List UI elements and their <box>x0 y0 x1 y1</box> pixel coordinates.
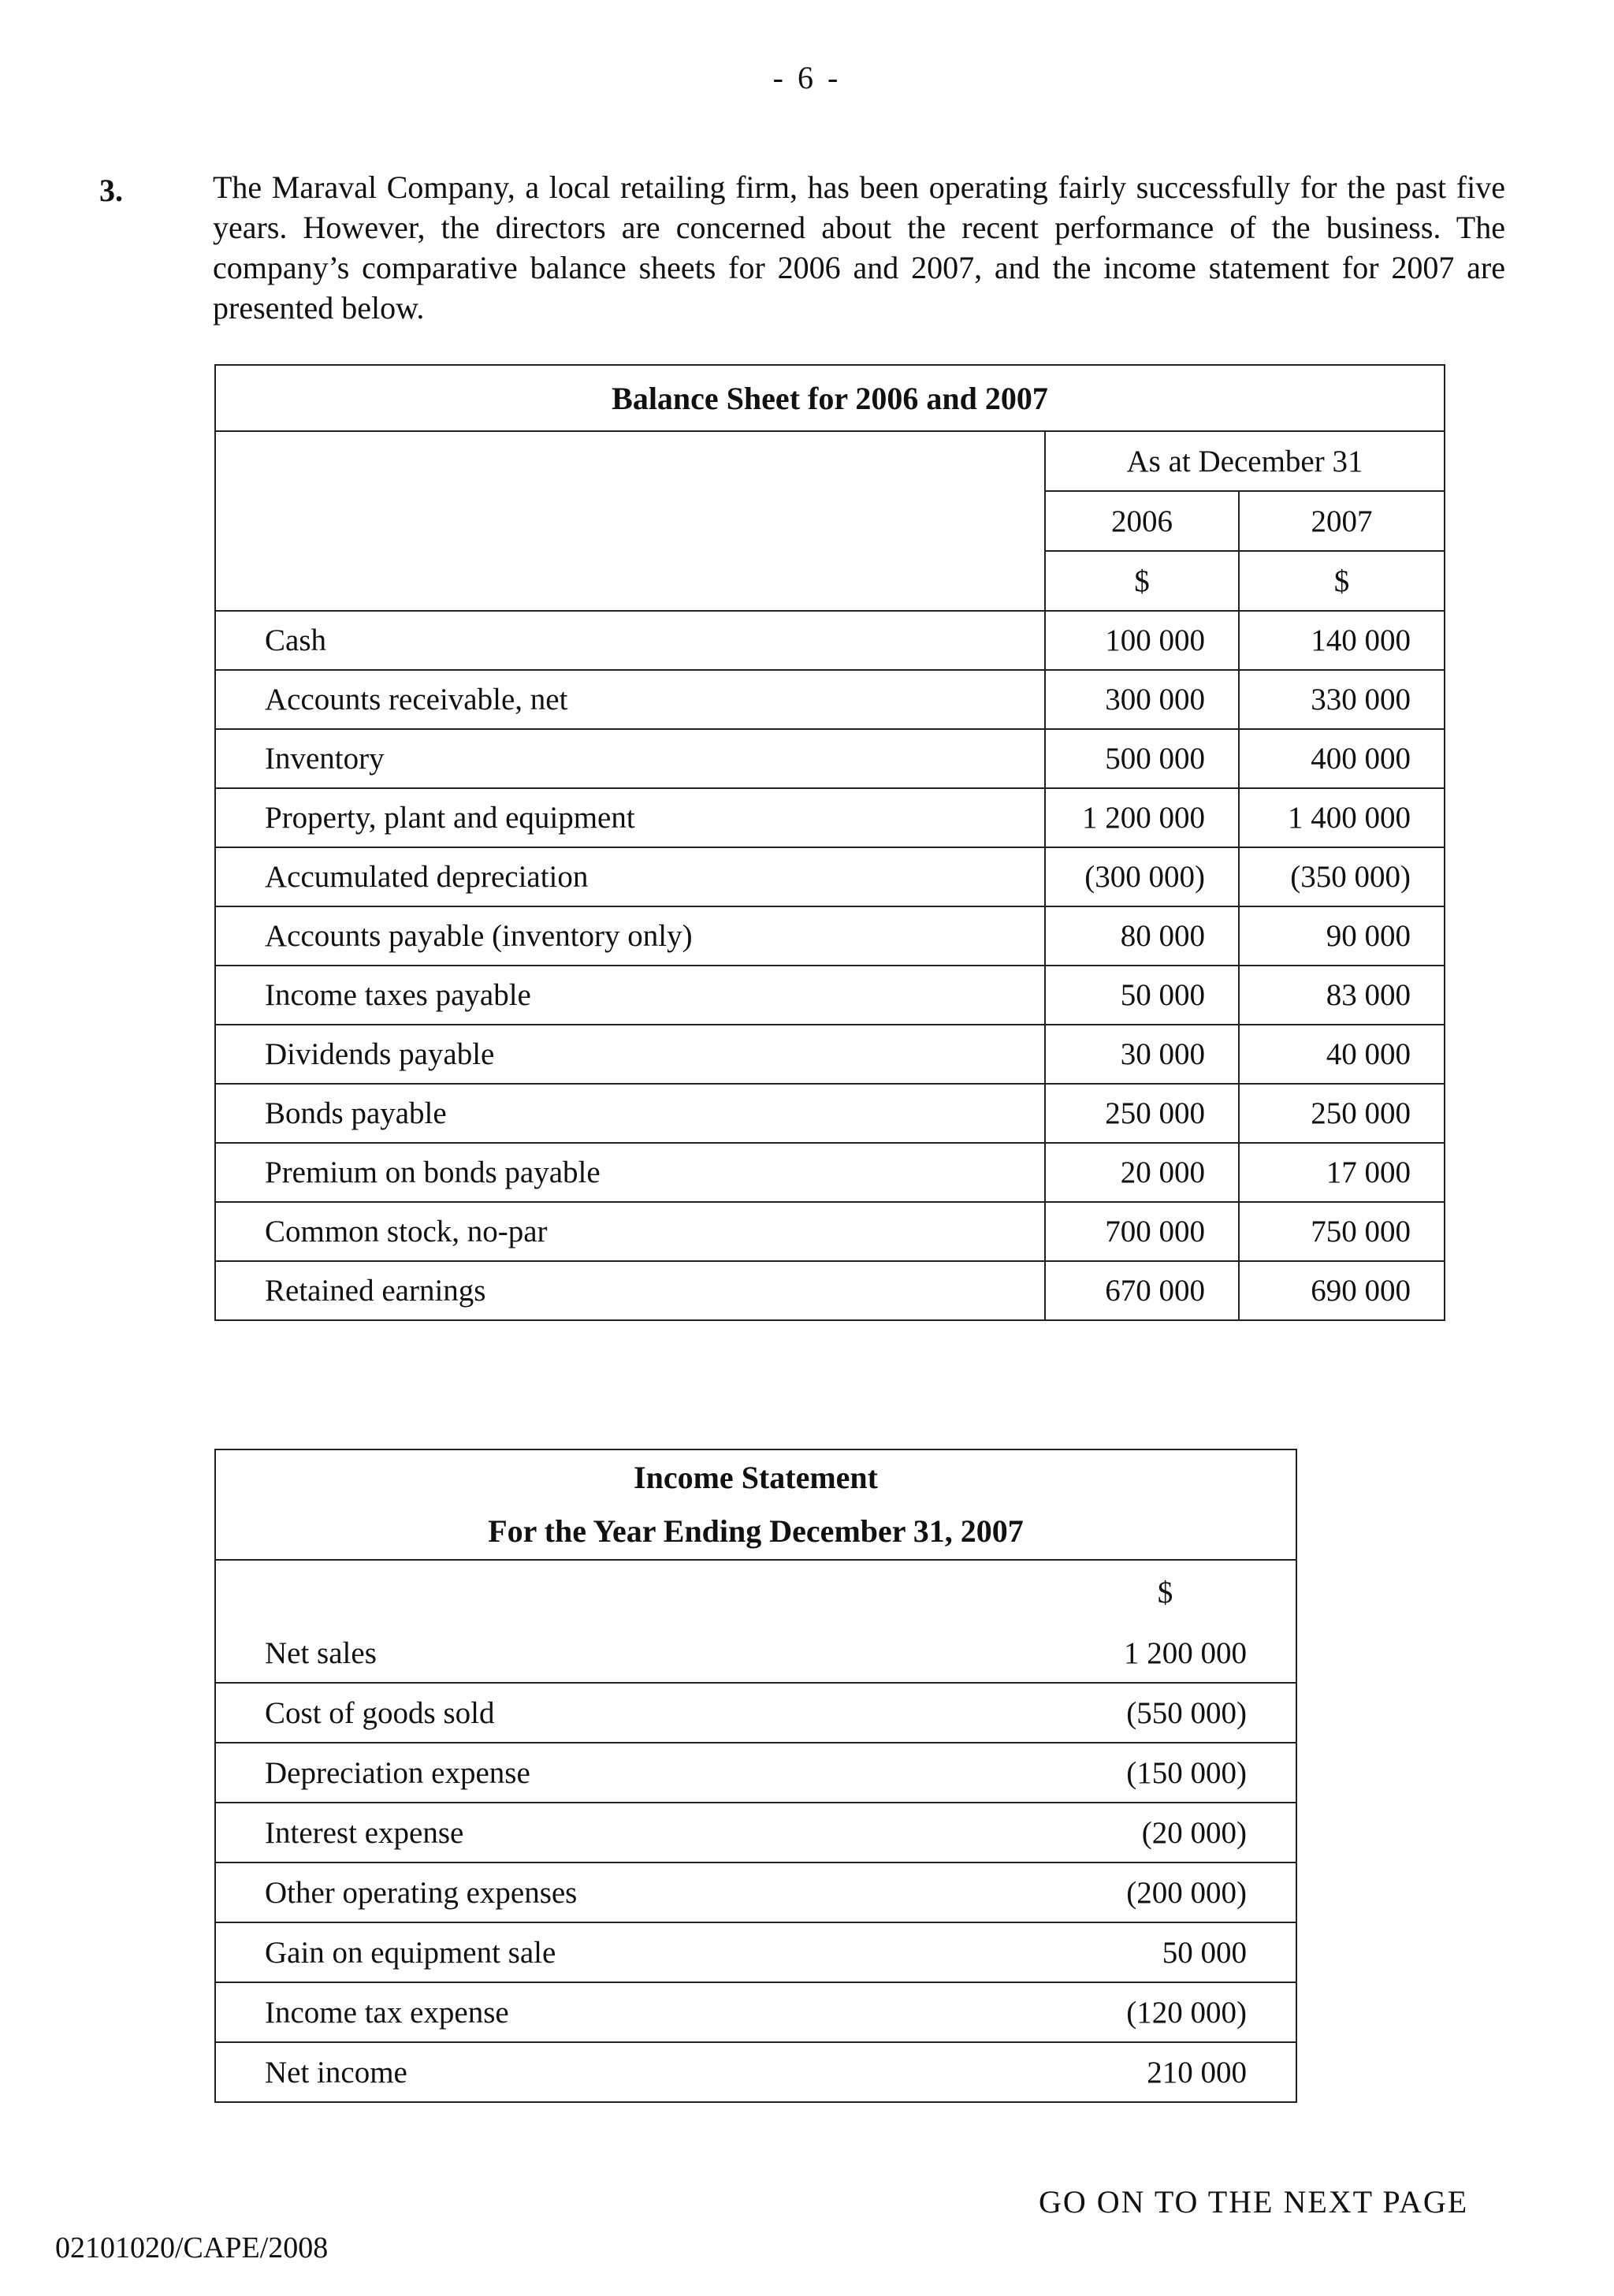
value-2006: 500 000 <box>1045 729 1239 788</box>
row-value: (150 000) <box>1035 1743 1296 1803</box>
row-label: Accounts receivable, net <box>215 670 1045 729</box>
value-2006: 700 000 <box>1045 1202 1239 1261</box>
table-row <box>215 1025 1445 1084</box>
row-label: Retained earnings <box>215 1261 1045 1320</box>
income-statement-title-cell <box>215 1449 1296 1560</box>
balance-sheet-header-blank <box>215 431 1045 611</box>
value-2006: 50 000 <box>1045 966 1239 1025</box>
balance-sheet-title: Balance Sheet for 2006 and 2007 <box>215 365 1445 431</box>
value-2007: 330 000 <box>1239 670 1445 729</box>
row-label: Income taxes payable <box>215 966 1045 1025</box>
table-row <box>215 1803 1296 1862</box>
row-label: Cost of goods sold <box>215 1683 1035 1743</box>
row-label: Property, plant and equipment <box>215 788 1045 847</box>
table-row <box>215 1922 1296 1982</box>
income-statement-title: Income Statement <box>634 1460 878 1495</box>
row-value: 50 000 <box>1035 1922 1296 1982</box>
table-row <box>215 670 1445 729</box>
value-2006: 1 200 000 <box>1045 788 1239 847</box>
row-value: (120 000) <box>1035 1982 1296 2042</box>
value-2007: 690 000 <box>1239 1261 1445 1320</box>
row-label: Depreciation expense <box>215 1743 1035 1803</box>
question-number: 3. <box>99 173 123 208</box>
value-2006: 20 000 <box>1045 1143 1239 1202</box>
row-label: Accumulated depreciation <box>215 847 1045 906</box>
value-2007: 400 000 <box>1239 729 1445 788</box>
income-statement-subtitle: For the Year Ending December 31, 2007 <box>488 1513 1024 1549</box>
table-row <box>215 1683 1296 1743</box>
year-2006-header: 2006 <box>1045 491 1239 551</box>
paper-code: 02101020/CAPE/2008 <box>55 2231 329 2264</box>
table-row <box>215 729 1445 788</box>
row-label: Other operating expenses <box>215 1862 1035 1922</box>
value-2006: 80 000 <box>1045 906 1239 966</box>
value-2006: 300 000 <box>1045 670 1239 729</box>
table-row <box>215 906 1445 966</box>
currency-2006: $ <box>1045 551 1239 611</box>
table-row <box>215 847 1445 906</box>
table-row <box>215 1982 1296 2042</box>
table-row <box>215 2042 1296 2102</box>
row-label: Inventory <box>215 729 1045 788</box>
row-value: (200 000) <box>1035 1862 1296 1922</box>
currency-blank <box>215 1560 1035 1624</box>
row-label: Net sales <box>215 1624 1035 1683</box>
value-2007: 17 000 <box>1239 1143 1445 1202</box>
row-label: Bonds payable <box>215 1084 1045 1143</box>
year-2007-header: 2007 <box>1239 491 1445 551</box>
value-2007: 1 400 000 <box>1239 788 1445 847</box>
income-currency: $ <box>1035 1560 1296 1624</box>
value-2006: 30 000 <box>1045 1025 1239 1084</box>
row-label: Income tax expense <box>215 1982 1035 2042</box>
income-statement-title-row <box>215 1449 1296 1560</box>
currency-2007: $ <box>1239 551 1445 611</box>
value-2006: 250 000 <box>1045 1084 1239 1143</box>
row-label: Cash <box>215 611 1045 670</box>
row-label: Accounts payable (inventory only) <box>215 906 1045 966</box>
balance-sheet-title-row <box>215 365 1445 431</box>
value-2006: (300 000) <box>1045 847 1239 906</box>
row-label: Dividends payable <box>215 1025 1045 1084</box>
value-2007: (350 000) <box>1239 847 1445 906</box>
balance-sheet-period-header: As at December 31 <box>1045 431 1445 491</box>
row-label: Gain on equipment sale <box>215 1922 1035 1982</box>
value-2007: 250 000 <box>1239 1084 1445 1143</box>
table-row <box>215 788 1445 847</box>
income-statement-currency-row <box>215 1560 1296 1624</box>
row-value: 210 000 <box>1035 2042 1296 2102</box>
value-2007: 83 000 <box>1239 966 1445 1025</box>
row-value: (550 000) <box>1035 1683 1296 1743</box>
income-statement-table <box>214 1449 1297 2103</box>
value-2007: 90 000 <box>1239 906 1445 966</box>
row-label: Premium on bonds payable <box>215 1143 1045 1202</box>
go-on-next-page: GO ON TO THE NEXT PAGE <box>1039 2184 1469 2220</box>
table-row <box>215 1862 1296 1922</box>
table-row <box>215 1261 1445 1320</box>
table-row <box>215 1084 1445 1143</box>
table-row <box>215 1143 1445 1202</box>
value-2006: 670 000 <box>1045 1261 1239 1320</box>
table-row <box>215 1743 1296 1803</box>
table-row <box>215 1202 1445 1261</box>
row-label: Interest expense <box>215 1803 1035 1862</box>
page-number: - 6 - <box>772 60 842 95</box>
row-value: (20 000) <box>1035 1803 1296 1862</box>
table-row <box>215 966 1445 1025</box>
table-row <box>215 611 1445 670</box>
row-label: Common stock, no-par <box>215 1202 1045 1261</box>
value-2007: 40 000 <box>1239 1025 1445 1084</box>
question-text: The Maraval Company, a local retailing firm, has been operating fairly successfully for the past five years. However, the directors are concerned about the recent performance of the business. The company’s comparative balance sheets for 2006 and 2007, and the income statement for 2007 are presented below. <box>213 169 1505 326</box>
value-2007: 140 000 <box>1239 611 1445 670</box>
balance-sheet-period-row <box>215 431 1445 491</box>
balance-sheet-table <box>214 364 1445 1321</box>
value-2007: 750 000 <box>1239 1202 1445 1261</box>
row-value: 1 200 000 <box>1035 1624 1296 1683</box>
value-2006: 100 000 <box>1045 611 1239 670</box>
row-label: Net income <box>215 2042 1035 2102</box>
table-row <box>215 1624 1296 1683</box>
